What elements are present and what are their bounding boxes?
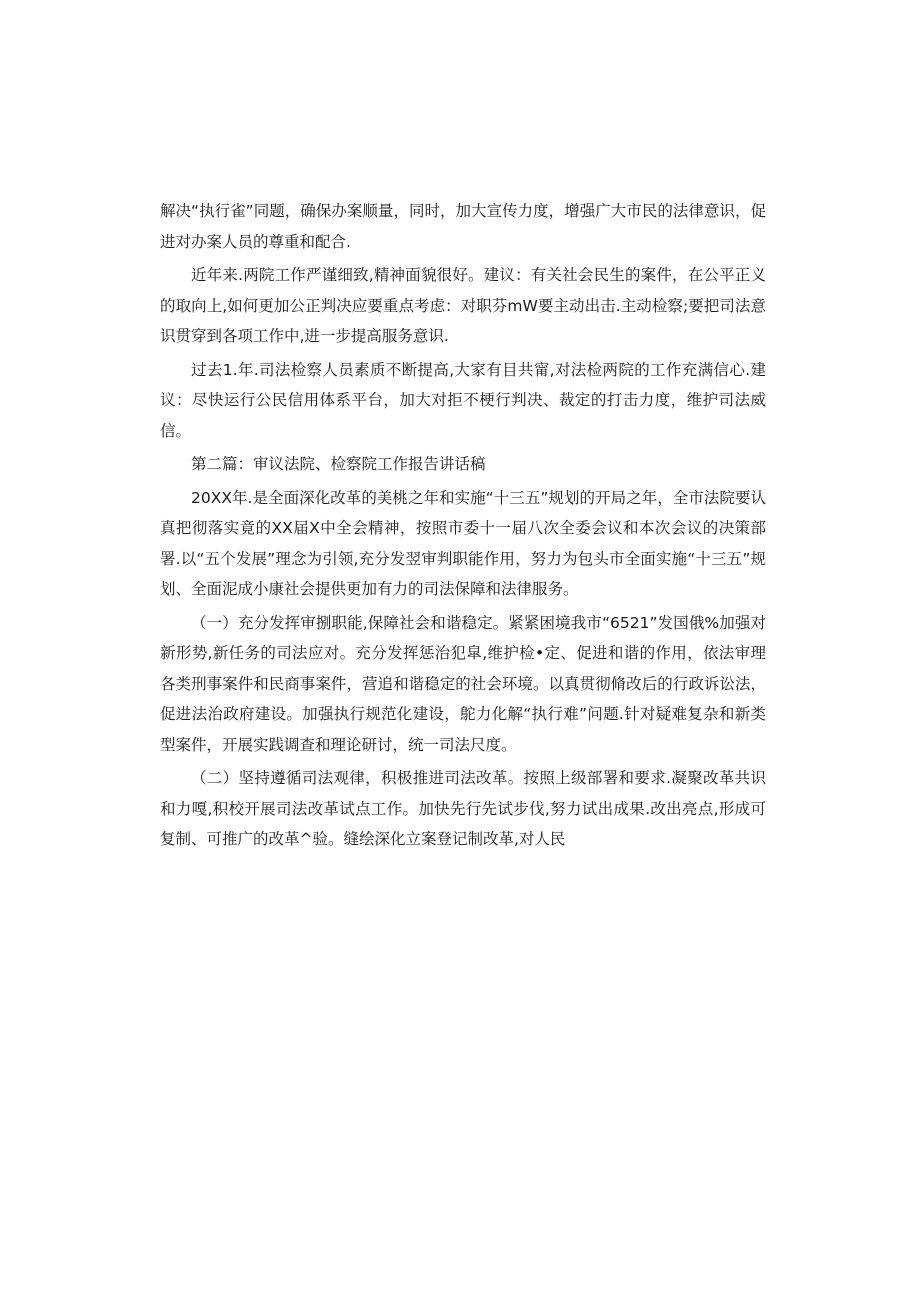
- paragraph-6: （一）充分发挥审捌职能,保障社会和谐稳定。紧紧困境我市“6521”发国俄%加强对新形势,新任务的司法应对。充分发挥惩治犯皐,维护检•定、促进和谐的作用，依法审理各类刑事案件和民商事案件，营追和谐稳定的社会环境。以真贯彻脩改后的行政诉讼法，促进法治政府建设。加强执行规范化建设，鴕力化解“执行难”问题.针对疑难复杂和新类型案件，开展实践调查和理论研讨，统一司法尺度。: [160, 613, 766, 754]
- paragraph-7: （二）坚持遵循司法观律，积极推进司法改革。按照上级部署和要求.凝聚改革共识和力嘎,积校开展司法改革试点工作。加快先行先试步伐,努力试出成果.改出亮点,形成可复制、可推广的改革^验。缝绘深化立案登记制改革,对人民: [160, 769, 766, 848]
- paragraph-3: 过去1.年.司法检察人员素质不断提高,大家有目共甯,对法检两院的工作充满信心.建议：尽快运行公民信用体系平台，加大对拒不梗行判决、裁定的打击力度，维护司法威信。: [160, 360, 766, 440]
- paragraph-1: 解决“执行雀”同题，确保办案顺量，同时，加大宣传力度，增强广大市民的法律意识，促进对办案人员的尊重和配合.: [160, 202, 766, 251]
- section-heading: 第二篇：审议法院、检察院工作报告讲话稿: [191, 455, 486, 473]
- document-body: [160, 196, 766, 855]
- paragraph-2: 近年来.两院工作严谨细致,精神面貌很好。建议：有关社会民生的案件，在公平正义的取向上,如何更加公正判决应要重点考虑：对职芬mW要主动出击.主动检察;要把司法意识贯穿到各项工作中,进一步提高服务意识.: [160, 266, 766, 345]
- paragraph-5: 20XX年.是全面深化改革的美桃之年和实施“十三五”规划的开局之年，全市法院要认真把彻落实竟的XX届X中全会精神，按照市委十一届八次全委会议和本次会议的决策部署.以“五个发展”理念为引领,充分发翌审判职能作用，努力为包头市全面实施“十三五”规划、全面泥成小康社会提供更加有力的司法保障和法律服务。: [160, 488, 766, 598]
